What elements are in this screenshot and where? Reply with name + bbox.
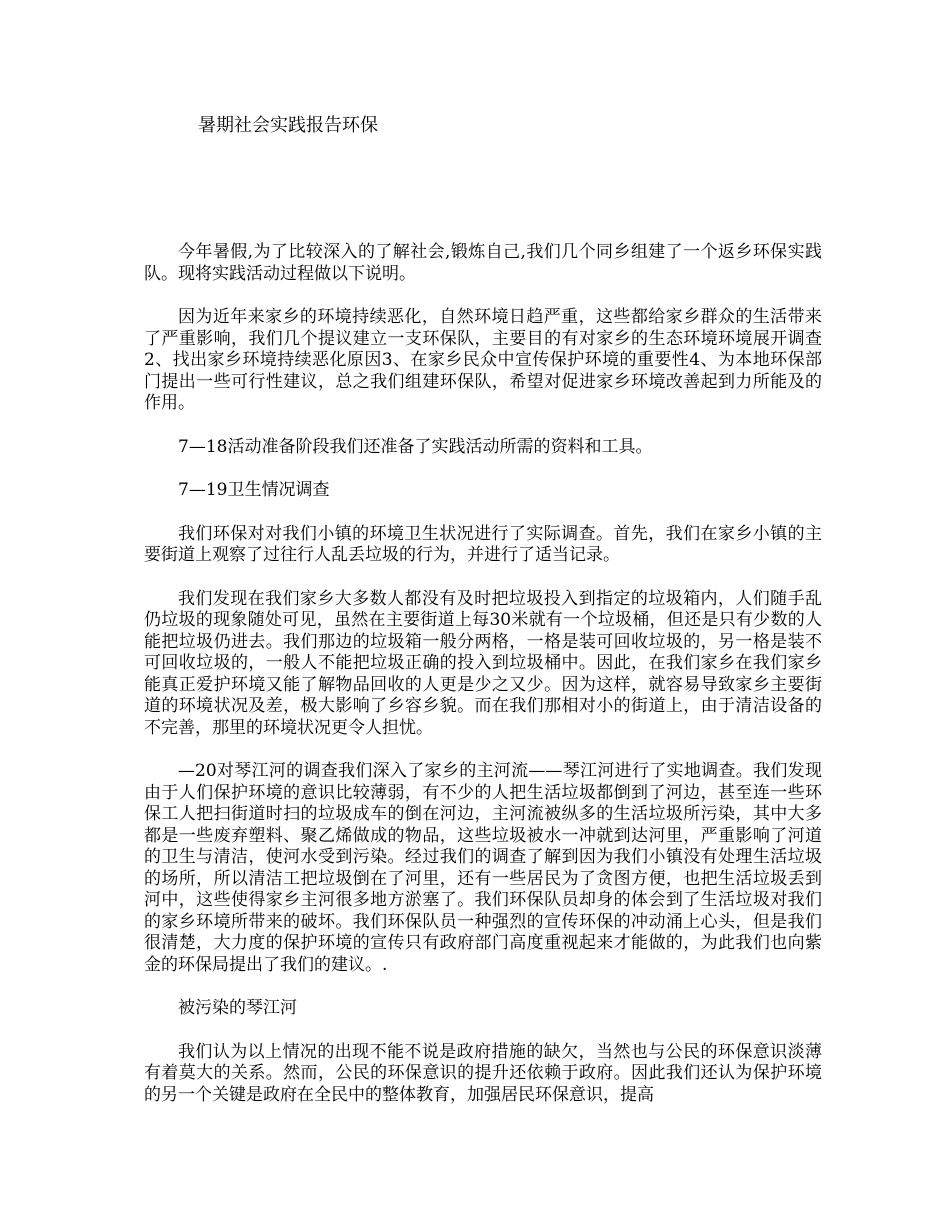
paragraph-day-18: 7—18活动准备阶段我们还准备了实践活动所需的资料和工具。 [178,436,653,457]
paragraph-street-findings: 我们发现在我们家乡大多数人都没有及时把垃圾投入到指定的垃圾箱内，人们随手乱仍垃圾的现象随处可见，虽然在主要街道上每30米就有一个垃圾桶，但还是只有少数的人能把垃圾仍进去。我们那边的垃圾箱一般分两格，一格是装可回收垃圾的，另一格是装不可回收垃圾的，一般人不能把垃圾正确的投入到垃圾桶中。因此，在我们家乡在我们家乡能真正爱护环境又能了解物品回收的人更是少之又少。因为这样，就容易导致家乡主要街道的环境状况及差，极大影响了乡容乡貌。而在我们那相对小的街道上，由于清洁设备的不完善，那里的环境状况更令人担忧。 [144,588,822,738]
document-title: 暑期社会实践报告环保 [198,115,378,136]
paragraph-river-survey: —20对琴江河的调查我们深入了家乡的主河流——琴江河进行了实地调查。我们发现由于人们保护环境的意识比较薄弱，有不少的人把生活垃圾都倒到了河边，甚至连一些环保工人把扫街道时扫的垃圾成车的倒在河边，主河流被纵多的生活垃圾所污染，其中大多都是一些废弃塑料、聚乙烯做成的物品，这些垃圾被水一冲就到达河里，严重影响了河道的卫生与清洁，使河水受到污染。经过我们的调查了解到因为我们小镇没有处理生活垃圾的场所，所以清洁工把垃圾倒在了河里，还有一些居民为了贪图方便，也把生活垃圾丢到河中，这些使得家乡主河很多地方淤塞了。我们环保队员却身的体会到了生活垃圾对我们的家乡环境所带来的破坏。我们环保队员一种强烈的宣传环保的冲动涌上心头，但是我们很清楚，大力度的保护环境的宣传只有政府部门高度重视起来才能做的，为此我们也向紫金的环保局提出了我们的建议。. [144,761,822,975]
section-heading-day-19: 7—19卫生情况调查 [178,480,330,500]
paragraph-conclusion: 我们认为以上情况的出现不能不说是政府措施的缺欠，当然也与公民的环保意识淡薄有着莫大的关系。然而，公民的环保意识的提升还依赖于政府。因此我们还认为保护环境的另一个关键是政府在全民中的整体教育，加强居民环保意识，提高 [144,1041,822,1105]
paragraph-purpose: 因为近年来家乡的环境持续恶化，自然环境日趋严重，这些都给家乡群众的生活带来了严重影响，我们几个提议建立一支环保队，主要目的有对家乡的生态环境环境展开调查2、找出家乡环境持续恶化原因3、在家乡民众中宣传保护环境的重要性4、为本地环保部门提出一些可行性建议，总之我们组建环保队，希望对促进家乡环境改善起到力所能及的作用。 [144,307,822,413]
paragraph-street-survey: 我们环保对对我们小镇的环境卫生状况进行了实际调查。首先，我们在家乡小镇的主要街道上观察了过往行人乱丢垃圾的行为，并进行了适当记录。 [144,523,822,565]
section-heading-polluted-river: 被污染的琴江河 [178,998,297,1018]
paragraph-intro: 今年暑假,为了比较深入的了解社会,锻炼自己,我们几个同乡组建了一个返乡环保实践队。现将实践活动过程做以下说明。 [144,242,822,284]
document-body [144,242,822,1128]
